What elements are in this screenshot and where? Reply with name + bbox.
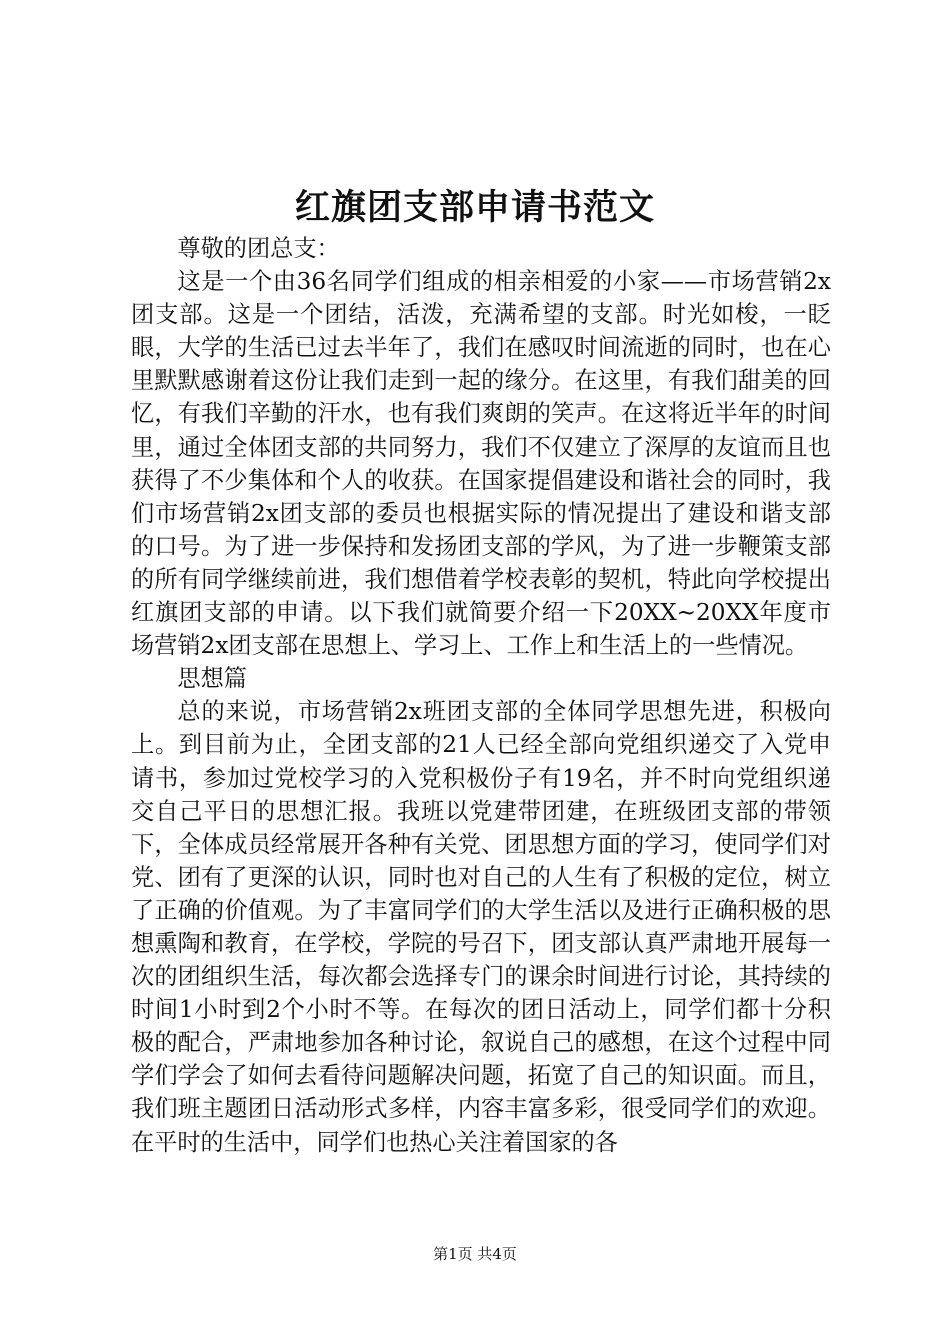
page-footer: 第1页 共4页 [433,1245,517,1263]
body-paragraph: 总的来说，市场营销2x班团支部的全体同学思想先进，积极向上。到目前为止，全团支部的21人已经全部向党组织递交了入党申请书，参加过党校学习的入党积极份子有19名，并不时向党组织递交自己平日的思想汇报。我班以党建带团建，在班级团支部的带领下，全体成员经常展开各种有关党、团思想方面的学习，使同学们对党、团有了更深的认识，同时也对自己的人生有了积极的定位，树立了正确的价值观。为了丰富同学们的大学生活以及进行正确积极的思想熏陶和教育，在学校，学院的号召下，团支部认真严肃地开展每一次的团组织生活，每次都会选择专门的课余时间进行讨论，其持续的时间1小时到2个小时不等。在每次的团日活动上，同学们都十分积极的配合，严肃地参加各种讨论，叙说自己的感想，在这个过程中同学们学会了如何去看待问题解决问题，拓宽了自己的知识面。而且，我们班主题团日活动形式多样，内容丰富多彩，很受同学们的欢迎。在平时的生活中，同学们也热心关注着国家的各 [131,698,831,1156]
document-body [131,232,831,1159]
salutation: 尊敬的团总支： [177,235,340,262]
section-heading: 思想篇 [177,665,247,693]
intro-paragraph: 这是一个由36名同学们组成的相亲相爱的小家——市场营销2x团支部。这是一个团结，活泼，充满希望的支部。时光如梭，一眨眼，大学的生活已过去半年了，我们在感叹时间流逝的同时，也在心里默默感谢着这份让我们走到一起的缘分。在这里，有我们甜美的回忆，有我们辛勤的汗水，也有我们爽朗的笑声。在这将近半年的时间里，通过全体团支部的共同努力，我们不仅建立了深厚的友谊而且也获得了不少集体和个人的收获。在国家提倡建设和谐社会的同时，我们市场营销2x团支部的委员也根据实际的情况提出了建设和谐支部的口号。为了进一步保持和发扬团支部的学风，为了进一步鞭策支部的所有同学继续前进，我们想借着学校表彰的契机，特此向学校提出红旗团支部的申请。以下我们就简要介绍一下20XX~20XX年度市场营销2x团支部在思想上、学习上、工作上和生活上的一些情况。 [131,268,831,660]
document-title: 红旗团支部申请书范文 [294,187,655,228]
